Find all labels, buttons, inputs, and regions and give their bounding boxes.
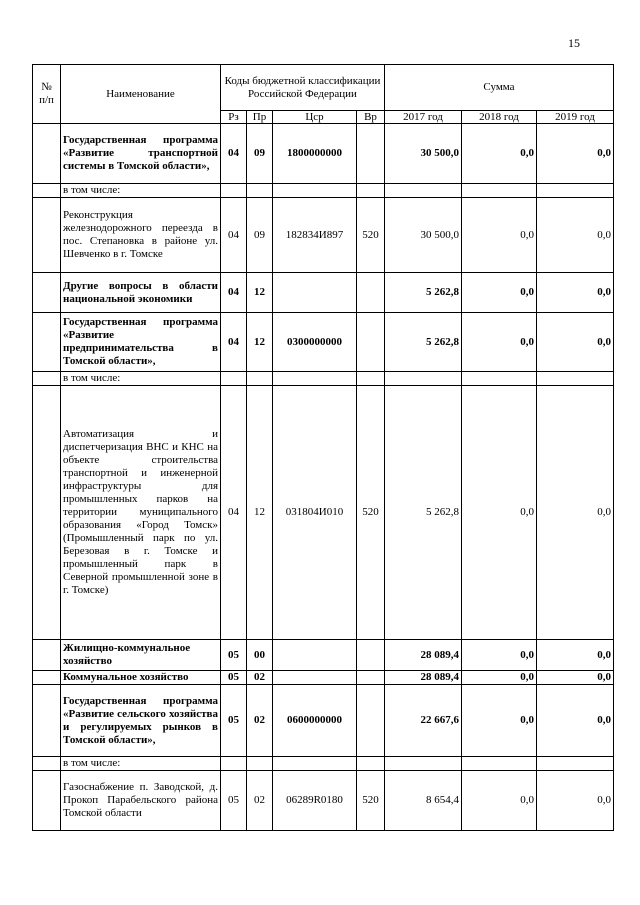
table-row (33, 671, 614, 685)
row-pr-cell: 09 (247, 124, 273, 184)
row-vr-cell (357, 124, 385, 184)
row-2019-cell: 0,0 (537, 671, 614, 685)
row-rz-cell: 05 (221, 640, 247, 671)
row-vr-cell (357, 640, 385, 671)
row-2018-cell: 0,0 (462, 771, 537, 831)
row-pr-cell: 12 (247, 273, 273, 313)
row-csr-cell: 1800000000 (273, 124, 357, 184)
row-rz-cell: 04 (221, 273, 247, 313)
row-vr-cell: 520 (357, 771, 385, 831)
row-pr-cell: 02 (247, 771, 273, 831)
row-number-cell (33, 198, 61, 273)
row-2017-cell: 5 262,8 (385, 313, 462, 372)
row-name-cell: Государственная программа «Развитие предпринимательства в Томской области», (61, 313, 221, 372)
row-csr-cell (273, 757, 357, 771)
row-2019-cell: 0,0 (537, 386, 614, 640)
header-vr: Вр (357, 111, 385, 124)
row-name-cell: в том числе: (61, 757, 221, 771)
row-2017-cell: 5 262,8 (385, 273, 462, 313)
header-csr: Цср (273, 111, 357, 124)
row-2017-cell: 8 654,4 (385, 771, 462, 831)
row-2018-cell: 0,0 (462, 671, 537, 685)
table-row (33, 124, 614, 184)
row-2018-cell: 0,0 (462, 198, 537, 273)
row-name-cell: Автоматизация и диспетчеризация ВНС и КНС на объекте строительства транспортной и инженерной инфраструктуры для промышленных парков на территории муниципального образования «Город Томск» (Промышленный парк по ул. Березовая в г. Томске и промышленный парк в Северной промышленной зоне в г. Томске) (61, 386, 221, 640)
row-pr-cell: 12 (247, 313, 273, 372)
row-csr-cell (273, 372, 357, 386)
row-number-cell (33, 771, 61, 831)
row-2017-cell: 30 500,0 (385, 198, 462, 273)
row-vr-cell: 520 (357, 198, 385, 273)
row-2019-cell (537, 372, 614, 386)
row-2017-cell (385, 184, 462, 198)
row-rz-cell (221, 184, 247, 198)
row-2017-cell: 30 500,0 (385, 124, 462, 184)
row-2018-cell (462, 757, 537, 771)
row-csr-cell (273, 640, 357, 671)
row-pr-cell: 12 (247, 386, 273, 640)
row-number-cell (33, 124, 61, 184)
row-rz-cell: 04 (221, 198, 247, 273)
row-csr-cell (273, 671, 357, 685)
row-number-cell (33, 273, 61, 313)
table-row (33, 757, 614, 771)
row-number-cell (33, 640, 61, 671)
row-name-cell: Государственная программа «Развитие транспортной системы в Томской области», (61, 124, 221, 184)
row-vr-cell (357, 372, 385, 386)
row-2019-cell (537, 757, 614, 771)
row-name-cell: Жилищно-коммунальное хозяйство (61, 640, 221, 671)
row-2017-cell: 5 262,8 (385, 386, 462, 640)
header-pr: Пр (247, 111, 273, 124)
table-row (33, 372, 614, 386)
page-number: 15 (568, 36, 580, 50)
row-2018-cell (462, 372, 537, 386)
row-csr-cell (273, 184, 357, 198)
row-pr-cell (247, 757, 273, 771)
row-number-cell (33, 313, 61, 372)
row-2017-cell (385, 372, 462, 386)
row-vr-cell (357, 313, 385, 372)
row-2019-cell: 0,0 (537, 124, 614, 184)
row-2019-cell (537, 184, 614, 198)
row-2018-cell: 0,0 (462, 386, 537, 640)
row-name-cell: в том числе: (61, 184, 221, 198)
row-vr-cell (357, 273, 385, 313)
table-row (33, 198, 614, 273)
row-rz-cell: 04 (221, 313, 247, 372)
row-2018-cell: 0,0 (462, 640, 537, 671)
header-codes: Коды бюджетной классификации Российской Федерации (221, 65, 385, 111)
row-2018-cell: 0,0 (462, 273, 537, 313)
table-row (33, 771, 614, 831)
row-pr-cell (247, 372, 273, 386)
row-rz-cell: 05 (221, 671, 247, 685)
row-2018-cell (462, 184, 537, 198)
row-csr-cell: 031804И010 (273, 386, 357, 640)
row-name-cell: Реконструкция железнодорожного переезда в пос. Степановка в районе ул. Шевченко в г. Томске (61, 198, 221, 273)
row-number-cell (33, 372, 61, 386)
row-name-cell: в том числе: (61, 372, 221, 386)
row-csr-cell: 0300000000 (273, 313, 357, 372)
row-pr-cell: 02 (247, 685, 273, 757)
row-csr-cell: 182834И897 (273, 198, 357, 273)
table-row (33, 685, 614, 757)
row-2017-cell: 28 089,4 (385, 640, 462, 671)
header-2017: 2017 год (385, 111, 462, 124)
row-vr-cell (357, 671, 385, 685)
row-csr-cell: 0600000000 (273, 685, 357, 757)
header-rz: Рз (221, 111, 247, 124)
row-vr-cell (357, 685, 385, 757)
row-rz-cell: 05 (221, 771, 247, 831)
row-2019-cell: 0,0 (537, 198, 614, 273)
row-2019-cell: 0,0 (537, 313, 614, 372)
header-sum: Сумма (385, 65, 614, 111)
table-row (33, 313, 614, 372)
row-2017-cell: 22 667,6 (385, 685, 462, 757)
table-row (33, 386, 614, 640)
row-number-cell (33, 685, 61, 757)
row-vr-cell: 520 (357, 386, 385, 640)
row-2019-cell: 0,0 (537, 771, 614, 831)
budget-table (32, 64, 614, 831)
row-2018-cell: 0,0 (462, 685, 537, 757)
row-number-cell (33, 757, 61, 771)
header-number: № п/п (33, 65, 61, 124)
row-2018-cell: 0,0 (462, 313, 537, 372)
row-pr-cell: 02 (247, 671, 273, 685)
row-rz-cell (221, 372, 247, 386)
header-2018: 2018 год (462, 111, 537, 124)
row-vr-cell (357, 757, 385, 771)
row-name-cell: Другие вопросы в области национальной экономики (61, 273, 221, 313)
header-2019: 2019 год (537, 111, 614, 124)
table-row (33, 184, 614, 198)
row-2019-cell: 0,0 (537, 640, 614, 671)
row-pr-cell: 09 (247, 198, 273, 273)
row-name-cell: Газоснабжение п. Заводской, д. Прокоп Парабельского района Томской области (61, 771, 221, 831)
row-csr-cell: 06289R0180 (273, 771, 357, 831)
row-rz-cell: 04 (221, 386, 247, 640)
row-2017-cell (385, 757, 462, 771)
row-2019-cell: 0,0 (537, 273, 614, 313)
row-name-cell: Коммунальное хозяйство (61, 671, 221, 685)
row-rz-cell: 05 (221, 685, 247, 757)
row-number-cell (33, 671, 61, 685)
row-2017-cell: 28 089,4 (385, 671, 462, 685)
header-name: Наименование (61, 65, 221, 124)
row-vr-cell (357, 184, 385, 198)
table-row (33, 273, 614, 313)
row-2019-cell: 0,0 (537, 685, 614, 757)
row-number-cell (33, 184, 61, 198)
row-pr-cell: 00 (247, 640, 273, 671)
table-row (33, 640, 614, 671)
row-rz-cell: 04 (221, 124, 247, 184)
row-pr-cell (247, 184, 273, 198)
row-number-cell (33, 386, 61, 640)
row-csr-cell (273, 273, 357, 313)
row-2018-cell: 0,0 (462, 124, 537, 184)
row-rz-cell (221, 757, 247, 771)
row-name-cell: Государственная программа «Развитие сельского хозяйства и регулируемых рынков в Томской области», (61, 685, 221, 757)
